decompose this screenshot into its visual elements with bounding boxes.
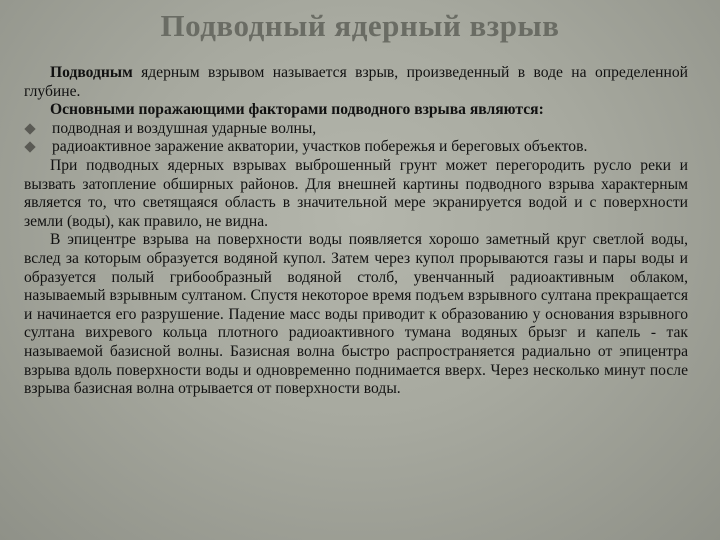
- diamond-bullet-icon: [24, 142, 35, 153]
- slide-body: [24, 64, 688, 399]
- paragraph-2: При подводных ядерных взрывах выброшенный грунт может перегородить русло реки и вызвать затопление обширных районов. Для внешней картины подводного взрыва характерным является то, что светящаяся область в значительной мере экранируется водой и с поверхности земли (воды), как правило, не видна.: [24, 156, 688, 230]
- diamond-bullet-icon: [24, 123, 35, 134]
- factors-heading: Основными поражающими факторами подводного взрыва являются:: [50, 101, 544, 119]
- slide-title: Подводный ядерный взрыв: [160, 8, 560, 43]
- bullet-text-1: подводная и воздушная ударные волны,: [52, 119, 317, 137]
- definition-paragraph: [24, 64, 688, 101]
- definition-text: ядерным взрывом называется взрыв, произведенный в воде на определенной глубине.: [24, 64, 688, 100]
- bullet-item-1: [24, 120, 688, 139]
- bullet-item-2: [24, 138, 688, 157]
- paragraph-3: В эпицентре взрыва на поверхности воды появляется хорошо заметный круг светлой воды, вслед за которым образуется водяной купол. Затем через купол прорываются газы и пары воды и образуется полый грибообразный водяной столб, увенчанный радиоактивным облаком, называемый взрывным султаном. Спустя некоторое время подъем взрывного султана прекращается и начинается его разрушение. Падение масс воды приводит к образованию у основания взрывного султана вихревого кольца плотного радиоактивного тумана водяных брызг и капель - так называемой базисной волны. Базисная волна быстро распространяется радиально от эпицентра взрыва вдоль поверхности воды и одновременно поднимается вверх. Через несколько минут после взрыва базисная волна отрывается от поверхности воды.: [24, 231, 688, 398]
- bullet-text-2: радиоактивное заражение акватории, участков побережья и береговых объектов.: [52, 138, 588, 156]
- definition-term: Подводным: [50, 64, 133, 81]
